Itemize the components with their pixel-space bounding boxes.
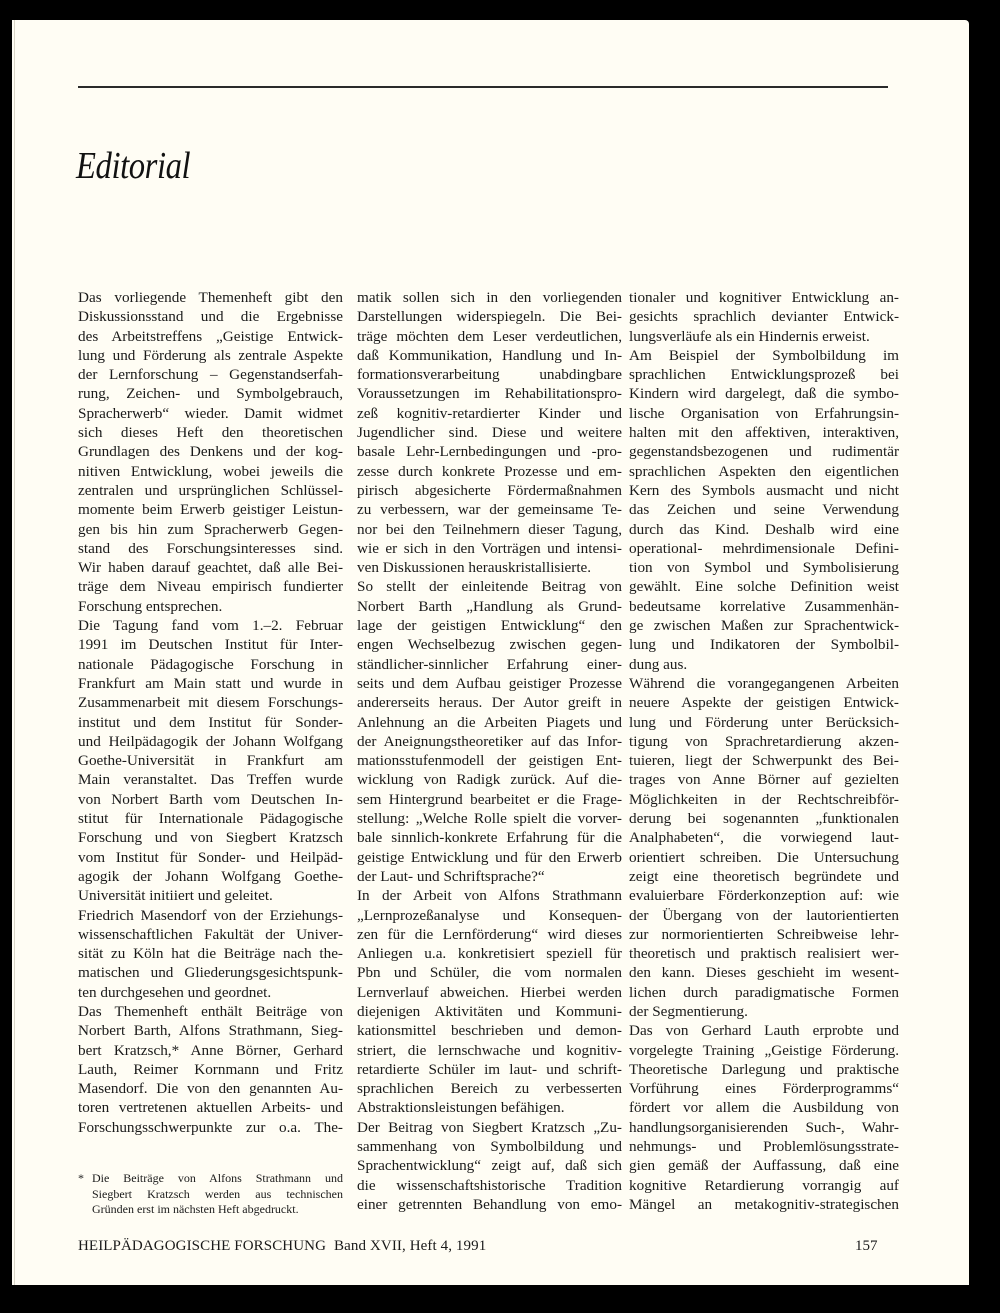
page-number: 157 (855, 1238, 878, 1254)
text-line: trages von Anne Börner auf gezielten (629, 771, 899, 789)
text-line: evaluierbare Förderkonzeption auf: wie (629, 887, 899, 905)
text-line: handlungsorganisierenden Such-, Wahr- (629, 1118, 899, 1136)
text-line: sich dieses Heft den theoretischen (78, 424, 343, 442)
text-line: Das Themenheft enthält Beiträge von (78, 1002, 343, 1020)
text-line: wicklung von Radigk zurück. Auf die- (357, 771, 622, 789)
text-line: zesse durch konkrete Prozesse und em- (357, 462, 622, 480)
text-line: lage der geistigen Entwicklung“ den (357, 617, 622, 635)
text-line: Analphabeten“, die vorwiegend laut- (629, 829, 899, 847)
text-line: „Lernprozeßanalyse und Konsequen- (357, 906, 622, 924)
text-line: Goethe-Universität in Frankfurt am (78, 752, 343, 770)
text-line: Kern des Symbols ausmacht und nicht (629, 481, 899, 499)
journal-page (12, 20, 969, 1285)
text-line: Darstellungen widerspiegeln. Die Bei- (357, 308, 622, 326)
text-line: tion von Symbol und Symbolisierung (629, 559, 899, 577)
text-line: wie er sich in den Vorträgen und intensi- (357, 539, 622, 557)
page-gutter-edge (14, 20, 15, 1285)
text-line: gien gemäß der Auffassung, daß eine (629, 1157, 899, 1175)
text-line: bale sinnlich-konkrete Erfahrung für die (357, 829, 622, 847)
running-footer (78, 1238, 486, 1255)
text-line: kationsmittel beschrieben und demon- (357, 1022, 622, 1040)
text-line: Vorführung eines Förderprogramms“ (629, 1080, 899, 1098)
text-line: lichen durch paradigmatische Formen (629, 983, 899, 1001)
text-line: Am Beispiel der Symbolbildung im (629, 346, 899, 364)
text-line: matik sollen sich in den vorliegenden (357, 289, 622, 306)
text-line: theoretisch und praktisch realisiert wer- (629, 945, 899, 963)
text-line: nor bei den Teilnehmern dieser Tagung, (357, 520, 622, 538)
text-line: Universität initiiert und geleitet. (78, 887, 273, 905)
text-line: nationale Pädagogische Forschung in (78, 655, 343, 673)
text-line: sität zu Köln hat die Beiträge nach the- (78, 945, 343, 963)
text-line: Jugendlicher sind. Diese und weitere (357, 424, 622, 442)
text-line: Siegbert Kratzsch werden aus technischen (92, 1186, 343, 1201)
text-line: Gründen erst im nächsten Heft abgedruckt. (92, 1202, 299, 1216)
text-line: Voraussetzungen im Rehabilitationspro- (357, 385, 622, 403)
text-line: Masendorf. Die von den genannten Au- (78, 1080, 343, 1098)
text-line: träge möchten dem Leser verdeutlichen, (357, 327, 622, 345)
journal-name: HEILPÄDAGOGISCHE FORSCHUNG (78, 1238, 327, 1254)
text-line: formationsverarbeitung unabdingbare (357, 366, 622, 384)
text-line: orientiert schreiben. Die Untersuchung (629, 848, 899, 866)
text-line: zeigt eine theoretisch begründete und (629, 867, 899, 885)
text-line: tionaler und kognitiver Entwicklung an- (629, 289, 899, 306)
text-line: lung und Förderung als zentrale Aspekte (78, 346, 343, 364)
text-line: Friedrich Masendorf von der Erziehungs- (78, 906, 343, 924)
text-line: gen bis hin zum Spracherwerb Gegen- (78, 520, 343, 538)
text-line: daß Kommunikation, Handlung und In- (357, 346, 622, 364)
text-line: Anliegen u.a. konkretisiert speziell für (357, 945, 622, 963)
text-line: sprachlichen Entwicklungsprozeß bei (629, 366, 899, 384)
text-line: Pbn und Schüler, die vom normalen (357, 964, 622, 982)
text-line: sammenhang von Symbolbildung und (357, 1138, 622, 1156)
text-line: Während die vorangegangenen Arbeiten (629, 674, 899, 692)
text-line: institut und dem Institut für Sonder- (78, 713, 343, 731)
text-line: lische Organisation von Erfahrungsin- (629, 404, 899, 422)
text-line: andererseits heraus. Der Autor greift in (357, 694, 622, 712)
footnote-marker: * (78, 1171, 84, 1185)
text-line: tuieren, liegt der Schwerpunkt des Bei- (629, 752, 899, 770)
text-line: Lernverlauf abweichen. Hierbei werden (357, 983, 622, 1001)
text-line: stand des Forschungsinteresses sind. (78, 539, 343, 557)
text-line: momente beim Erwerb geistiger Leistun- (78, 501, 343, 519)
text-line: der Übergang von der lautorientierten (629, 906, 899, 924)
text-line: operational- mehrdimensionale Defini- (629, 539, 899, 557)
text-line: Lauth, Reimer Kornmann und Fritz (78, 1060, 343, 1078)
text-line: lung und Förderung unter Berücksich- (629, 713, 899, 731)
text-line: tigung von Sprachretardierung akzen- (629, 732, 899, 750)
text-line: gewählt. Eine solche Definition weist (629, 578, 899, 596)
text-line: Forschung und von Siegbert Kratzsch (78, 829, 343, 847)
text-line: basale Lehr-Lernbedingungen und -pro- (357, 443, 622, 461)
text-line: gegenstandsbezogenen und rudimentär (629, 443, 899, 461)
text-line: Die Tagung fand vom 1.–2. Februar (78, 617, 343, 635)
text-line: bert Kratzsch,* Anne Börner, Gerhard (78, 1041, 343, 1059)
header-rule (78, 86, 888, 88)
text-line: geistige Entwicklung und für den Erwerb (357, 848, 622, 866)
text-line: sprachlichen Bereich zu verbesserten (357, 1080, 622, 1098)
text-line: des Arbeitstreffens „Geistige Entwick- (78, 327, 343, 345)
text-line: Mängel an metakognitiv-strategischen (629, 1195, 899, 1213)
text-line: lungsverläufe als ein Hindernis erweist. (629, 327, 870, 345)
text-line: Theoretische Darlegung und praktische (629, 1060, 899, 1078)
text-line: der Aneignungstheoretiker auf das Infor- (357, 732, 622, 750)
text-line: vorgelegte Training „Geistige Förderung. (629, 1041, 899, 1059)
text-line: diejenigen Aktivitäten und Kommuni- (357, 1002, 622, 1020)
text-line: Grundlagen des Denkens und der kog- (78, 443, 343, 461)
text-line: zentralen und ursprünglichen Schlüssel- (78, 481, 343, 499)
text-line: fördert vor allem die Ausbildung von (629, 1099, 899, 1117)
text-line: das Zeichen und seine Verwendung (629, 501, 899, 519)
text-line: In der Arbeit von Alfons Strathmann (357, 887, 622, 905)
text-line: seits und dem Aufbau geistiger Prozesse (357, 674, 622, 692)
text-line: Main veranstaltet. Das Treffen wurde (78, 771, 343, 789)
text-line: stitut für Internationale Pädagogische (78, 810, 343, 828)
text-line: nitiven Entwicklung, wobei jeweils die (78, 462, 343, 480)
text-line: dung aus. (629, 655, 688, 673)
text-line: engen Wechselbezug zwischen gegen- (357, 636, 622, 654)
text-line: Diskussionsstand und die Ergebnisse (78, 308, 343, 326)
text-line: ten durchgesehen und geordnet. (78, 983, 272, 1001)
text-line: Spracherwerb“ wieder. Damit widmet (78, 404, 343, 422)
text-line: durch das Kind. Deshalb wird eine (629, 520, 899, 538)
text-line: bedeutsame korrelative Zusammenhän- (629, 597, 899, 615)
text-line: vom Institut für Sonder- und Heilpäd- (78, 848, 343, 866)
text-line: Der Beitrag von Siegbert Kratzsch „Zu- (357, 1118, 622, 1136)
issue-info: Band XVII, Heft 4, 1991 (334, 1238, 487, 1254)
text-line: derung bei sogenannten „funktionalen (629, 810, 899, 828)
text-column-1 (78, 288, 343, 1137)
text-line: lung und Indikatoren der Symbolbil- (629, 636, 899, 654)
text-line: den kann. Dieses geschieht im wesent- (629, 964, 899, 982)
text-line: Das vorliegende Themenheft gibt den (78, 289, 343, 306)
text-line: ständlicher-sinnlicher Erfahrung einer- (357, 655, 622, 673)
text-line: nehmungs- und Problemlösungsstrate- (629, 1138, 899, 1156)
text-line: rung, Zeichen- und Symbolgebrauch, (78, 385, 343, 403)
text-line: halten mit den affektiven, interaktiven, (629, 424, 899, 442)
text-line: der Segmentierung. (629, 1002, 748, 1020)
text-line: gesichts sprachlich devianter Entwick- (629, 308, 899, 326)
text-line: pirisch abgesicherte Fördermaßnahmen (357, 481, 622, 499)
text-line: neuere Aspekte der geistigen Entwick- (629, 694, 899, 712)
text-line: Norbert Barth „Handlung als Grund- (357, 597, 622, 615)
text-line: sprachlichen Aspekten den eigentlichen (629, 462, 899, 480)
text-line: zur normorientierten Schreibweise lehr- (629, 925, 899, 943)
footnote-text (92, 1171, 343, 1218)
text-line: matischen und Gliederungsgesichtspunk- (78, 964, 343, 982)
text-line: 1991 im Deutschen Institut für Inter- (78, 636, 343, 654)
text-line: zu verbessern, war der gemeinsame Te- (357, 501, 622, 519)
text-line: zen für die Lernförderung“ wird dieses (357, 925, 622, 943)
text-line: sem Hintergrund bearbeitet er die Frage- (357, 790, 622, 808)
text-line: agogik der Johann Wolfgang Goethe- (78, 867, 343, 885)
text-line: mationsstufenmodell der geistigen Ent- (357, 752, 622, 770)
text-line: einer getrennten Behandlung von emo- (357, 1195, 622, 1213)
text-line: ven Diskussionen herauskristallisierte. (357, 559, 592, 577)
article-title: Editorial (76, 145, 191, 187)
text-line: Möglichkeiten in der Rechtschreibför- (629, 790, 899, 808)
text-line: Das von Gerhard Lauth erprobte und (629, 1022, 899, 1040)
text-line: von Norbert Barth vom Deutschen In- (78, 790, 343, 808)
text-line: zeß kognitiv-retardierter Kinder und (357, 404, 622, 422)
text-line: Frankfurt am Main statt und wurde in (78, 674, 343, 692)
text-line: die wissenschaftshistorische Tradition (357, 1176, 622, 1194)
text-line: wissenschaftlichen Fakultät der Univer- (78, 925, 343, 943)
text-line: ge zwischen Maßen zur Sprachentwick- (629, 617, 899, 635)
text-line: der Lernforschung – Gegenstandserfah- (78, 366, 343, 384)
text-column-2 (357, 288, 622, 1214)
text-line: Die Beiträge von Alfons Strathmann und (92, 1171, 343, 1185)
text-line: Abstraktionsleistungen befähigen. (357, 1099, 565, 1117)
text-line: Kindern wird dargelegt, daß die symbo- (629, 385, 899, 403)
text-line: Zusammenarbeit mit diesem Forschungs- (78, 694, 343, 712)
text-line: So stellt der einleitende Beitrag von (357, 578, 622, 596)
footnote (78, 1171, 343, 1218)
text-line: retardierte Schüler im laut- und schrift- (357, 1060, 622, 1078)
text-line: kognitive Retardierung vorrangig auf (629, 1176, 899, 1194)
text-line: Anlehnung an die Arbeiten Piagets und (357, 713, 622, 731)
text-line: Forschung entsprechen. (78, 597, 223, 615)
text-line: striert, die lernschwache und kognitiv- (357, 1041, 622, 1059)
text-line: träge dem Niveau empirisch fundierter (78, 578, 343, 596)
text-line: stellung: „Welche Rolle spielt die vorver- (357, 810, 622, 828)
text-line: der Laut- und Schriftsprache?“ (357, 867, 545, 885)
text-line: Wir haben darauf geachtet, daß alle Bei- (78, 559, 343, 577)
text-line: toren vertretenen aktuellen Arbeits- und (78, 1099, 343, 1117)
text-line: Sprachentwicklung“ zeigt auf, daß sich (357, 1157, 622, 1175)
text-line: und Heilpädagogik der Johann Wolfgang (78, 732, 343, 750)
text-line: Forschungsschwerpunkte zur o.a. The- (78, 1118, 343, 1136)
text-line: Norbert Barth, Alfons Strathmann, Sieg- (78, 1022, 343, 1040)
text-column-3 (629, 288, 899, 1214)
